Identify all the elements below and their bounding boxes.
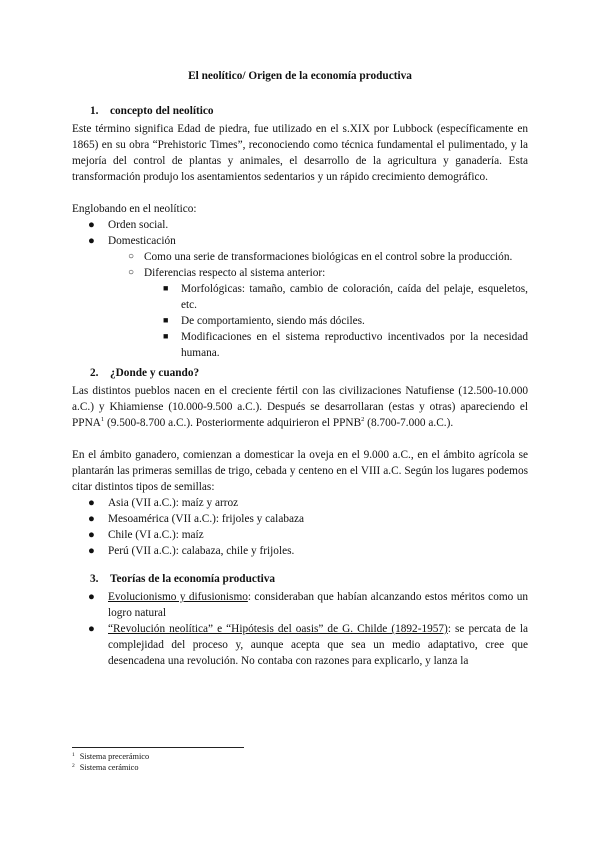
bullet-square-icon: ■ — [163, 331, 169, 341]
bullet-circle-icon: ○ — [128, 251, 135, 262]
page-title: El neolítico/ Origen de la economía productiva — [188, 70, 412, 82]
list-item: ■ Modificaciones en el sistema reproductivo incentivados por la necesidad humana. — [72, 329, 528, 361]
underlined-term: “Revolución neolítica” e “Hipótesis del oasis” de G. Childe (1892-1957) — [108, 623, 448, 635]
list-item: ● Orden social. — [88, 219, 169, 231]
bullet-dot-icon: ● — [88, 529, 95, 541]
bullet-circle-icon: ○ — [128, 267, 135, 278]
footnote-ref[interactable]: 2 — [361, 416, 365, 423]
section-number: 3. — [90, 573, 99, 585]
footnote: $^1$ Sistema precerámico — [72, 752, 150, 761]
list-item: ■ Morfológicas: tamaño, cambio de coloración, caída del pelaje, esqueletos, etc. — [72, 281, 528, 313]
bullet-list — [72, 589, 528, 669]
bullet-square-icon: ■ — [163, 283, 169, 293]
bullet-dot-icon: ● — [88, 591, 95, 603]
section-heading-2 — [72, 365, 528, 381]
section-number: 2. — [90, 367, 99, 379]
section-number: 1. — [90, 105, 99, 117]
paragraph: Englobando en el neolítico: — [72, 203, 197, 215]
bullet-dot-icon: ● — [88, 497, 95, 509]
document-body — [72, 68, 528, 669]
section-heading-3 — [72, 571, 528, 587]
list-item: ○ Diferencias respecto al sistema anterior: — [128, 267, 326, 279]
footnote: $^2$ Sistema cerámico — [72, 763, 139, 772]
bullet-dot-icon: ● — [88, 623, 95, 635]
bullet-dot-icon: ● — [88, 545, 95, 557]
bullet-list — [72, 495, 528, 559]
bullet-dot-icon: ● — [88, 513, 95, 525]
list-item: ■ De comportamiento, siendo más dóciles. — [72, 313, 528, 329]
footnotes — [72, 751, 149, 773]
bullet-square-icon: ■ — [163, 315, 169, 325]
footnote-ref[interactable]: 1 — [100, 416, 105, 423]
list-item: ● Domesticación — [88, 235, 176, 247]
list-item: ● Chile (VI a.C.): maíz — [88, 529, 204, 541]
section-title: concepto del neolítico — [110, 105, 214, 117]
list-item: ● Mesoamérica (VII a.C.): frijoles y calabaza — [88, 513, 305, 525]
bullet-dot-icon: ● — [88, 219, 95, 231]
list-item: ● “Revolución neolítica” e “Hipótesis del oasis” de G. Childe (1892-1957): se percata de la complejidad del proceso y, aunque acepta que sea un medio adaptativo, cree que desencadena una revolución. No contaba con razones para explicarlo, y lanza la — [88, 623, 528, 667]
paragraph: Este término significa Edad de piedra, fue utilizado en el s.XIX por Lubbock (específicamente en 1865) en su obra “Prehistoric Times”, reconociendo como técnica fundamental el pulimentado, y la mejoría del control de plantas y animales, el desarrollo de la agricultura y ganadería. Esta transformación produjo los asentamientos sedentarios y un rápido crecimiento demográfico. — [72, 123, 528, 183]
section-title: ¿Donde y cuando? — [110, 367, 200, 379]
paragraph: Las distintos pueblos nacen en el creciente fértil con las civilizaciones Natufiense (12.500-10.000 a.C.) y Khiamiense (10.000-9.500 a.C.). Después se desarrollaran (estas y otras) apareciendo el PPNA$^1$ (9.500-8.700 a.C.). Posteriormente adquirieron el PPNB$^2$ (8.700-7.000 a.C.). — [72, 385, 528, 429]
list-item: ○ Como una serie de transformaciones biológicas en el control sobre la producción. — [128, 251, 513, 263]
footnote-divider — [72, 747, 244, 748]
list-item: ● Evolucionismo y difusionismo: consideraban que habían alcanzando estos méritos como un logro natural — [88, 591, 528, 619]
bullet-dot-icon: ● — [88, 235, 95, 247]
list-item: ● Perú (VII a.C.): calabaza, chile y frijoles. — [88, 545, 295, 557]
paragraph: En el ámbito ganadero, comienzan a domesticar la oveja en el 9.000 a.C., en el ámbito agrícola se plantarán las primeras semillas de trigo, cebada y centeno en el VIII a.C. Según los lugares podemos citar distintos tipos de semillas: — [72, 449, 528, 493]
list-item: ● Asia (VII a.C.): maíz y arroz — [88, 497, 239, 509]
section-title: Teorías de la economía productiva — [110, 573, 276, 585]
section-heading-1 — [72, 103, 528, 119]
underlined-term: Evolucionismo y difusionismo — [108, 591, 248, 603]
bullet-list — [72, 217, 528, 361]
